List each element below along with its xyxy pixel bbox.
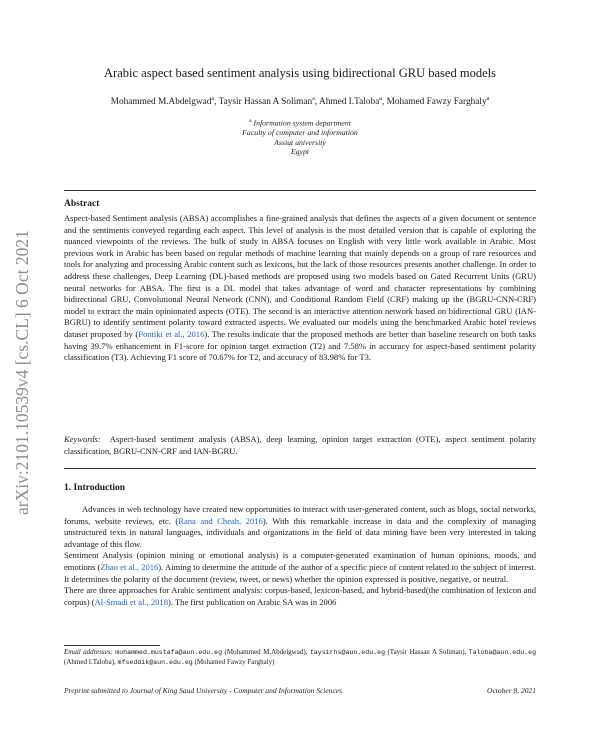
abstract-body-end: ). The results indicate that the proposed methods are better than baseline research on both tasks having 39.7% enhancement in F1-score for opinion target extraction (T2) and 7.58% in accuracy for aspect-based sentiment polarity classification (T3). Achieving F1 score of 70.67% for T2, and accuracy of 83.98% for T3. (64, 328, 537, 363)
abstract-heading: Abstract (64, 199, 100, 209)
intro-text: ). Aiming to determine the attitude of the author of a specific piece of content related to the subject of interest. It determines the polarity of the document (review, tweet, or news) whether the opinion expressed is positive, negative, or neutral. (64, 561, 536, 584)
author-mark: a (312, 96, 315, 102)
keywords-label: Keywords: (64, 434, 101, 444)
intro-paragraph-3 (64, 585, 536, 608)
intro-text: Sentiment Analysis (opinion mining or emotional analysis) is a computer-generated examination of human opinions, moods, and emotions ( (64, 550, 536, 572)
affiliation-country: Egypt (290, 147, 310, 157)
email-1[interactable]: mohammed.mustafa@aun.edu.eg (115, 649, 223, 656)
introduction-heading: 1. Introduction (64, 483, 126, 493)
affiliation (64, 117, 536, 157)
abstract-text (64, 213, 536, 364)
keywords (64, 434, 536, 457)
email-2[interactable]: taysirhs@aun.edu.eg (309, 649, 386, 656)
affiliation-university: Assiut university (274, 137, 326, 147)
intro-paragraph-2 (64, 550, 536, 585)
footnote-rule (64, 645, 160, 646)
citation-link[interactable]: Al-Smadi et al., 2018 (94, 596, 168, 607)
citation-link[interactable]: Pontiki et al., 2016 (138, 328, 205, 339)
author-mark: a (486, 96, 490, 102)
citation-link[interactable]: Rana and Cheah, 2016 (178, 515, 263, 526)
introduction-body (64, 504, 536, 608)
author-mark: a (379, 96, 382, 102)
author: Taysir Hassan A Soliman (218, 97, 313, 108)
citation-link[interactable]: Zhao et al., 2016 (100, 561, 159, 572)
footnote (64, 648, 536, 667)
email-owner-1: (Mohammed M.Abdelgwad), (224, 648, 308, 656)
affiliation-faculty: Faculty of computer and information (242, 128, 358, 138)
keywords-text: Aspect-based sentiment analysis (ABSA), deep learning, opinion target extraction (OTE), aspect sentiment polarity classification, BGRU-CNN-CRF and IAN-BGRU. (64, 434, 536, 456)
intro-text: ). The first publication on Arabic SA was in 2006 (167, 596, 337, 607)
email-4[interactable]: mfseddik@aun.edu.eg (117, 658, 193, 666)
email-3[interactable]: Taloba@aun.edu.eg (468, 649, 537, 656)
author-list: Mohammed M.Abdelgwad$^a$, Taysir Hassan A Soliman$^a$, Ahmed I.Taloba$^a$, Mohamed Fawzy Farghaly$^a$ (110, 96, 490, 108)
paper-title: Arabic aspect based sentiment analysis using bidirectional GRU based models (104, 66, 496, 80)
intro-text: ). With this remarkable increase in data and the complexity of managing unstructured texts in natural languages, individuals and organizations in the field of data mining have been very interested in taking advantage of this flow. (64, 515, 536, 549)
divider-bottom (64, 468, 536, 469)
arxiv-stamp (2, 120, 42, 520)
affiliation-mark: a (249, 118, 252, 124)
author: Ahmed I.Taloba (318, 97, 380, 108)
author: Mohammed M.Abdelgwad (110, 97, 212, 108)
author: Mohamed Fawzy Farghaly (386, 97, 487, 108)
footer-journal: Preprint submitted to Journal of King Saud University - Computer and Information Sciences (64, 686, 343, 695)
affiliation-department: Information system department (253, 118, 351, 128)
email-owner-3: (Ahmed I.Taloba), (64, 657, 116, 666)
footer-date: October 8, 2021 (487, 686, 536, 695)
email-owner-4: (Mohamed Fawzy Farghaly) (194, 657, 275, 666)
arxiv-stamp-text: arXiv:2101.10539v4 [cs.CL] 6 Oct 2021 (12, 230, 32, 515)
divider-top (64, 190, 536, 191)
intro-text: There are three approaches for Arabic sentiment analysis: corpus-based, lexicon-based, and hybrid-based(the combination of lexicon and corpus) ( (64, 585, 536, 607)
intro-text: Advances in web technology have created new opportunities to interact with user-generated content, such as blogs, social networks, forums, website reviews, etc. ( (64, 504, 536, 526)
abstract-body: Aspect-based Sentiment analysis (ABSA) accomplishes a fine-grained analysis that defines the aspects of a given document or sentence and the sentiments conveyed regarding each aspect. This level of analysis is the most detailed version that is capable of exploring the nuanced viewpoints of the reviews. The bulk of study in ABSA focuses on English with very little work available in Arabic. Most previous work in Arabic has been based on regular methods of machine learning that mainly depends on a group of rare resources and tools for analyzing and processing Arabic content such as lexicons, but the lack of those resources presents another challenge. In order to address these challenges, Deep Learning (DL)-based methods are proposed using two models based on Gated Recurrent Units (GRU) neural networks for ABSA. The first is a DL model that takes advantage of word and character representations by combining bidirectional GRU, Convolutional Neural Network (CNN), and Conditional Random Field (CRF) making up the (BGRU-CNN-CRF) model to extract the main opinionated aspects (OTE). The second is an interactive attention network based on bidirectional GRU (IAN-BGRU) to identify sentiment polarity toward extracted aspects. We evaluated our models using the benchmarked Arabic hotel reviews dataset proposed by ( (64, 213, 536, 339)
footnote-label: Email addresses: (64, 648, 113, 656)
author-mark: a (211, 96, 215, 102)
intro-paragraph-1 (64, 504, 536, 550)
email-owner-2: (Taysir Hassan A Soliman), (387, 648, 467, 656)
